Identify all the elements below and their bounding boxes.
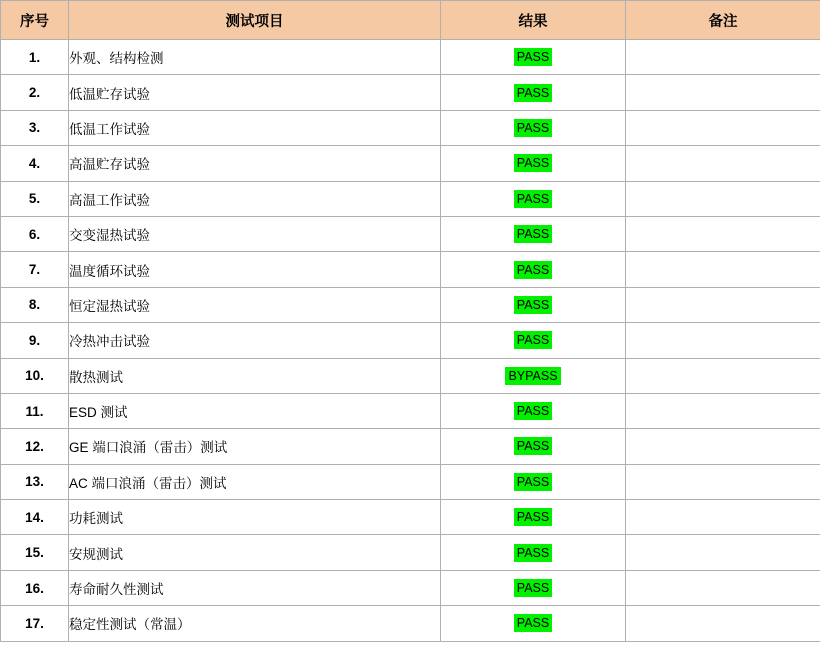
table-row	[1, 110, 820, 145]
cell-no: 14.	[1, 500, 69, 535]
result-badge: PASS	[514, 331, 552, 349]
cell-test-item: 高温工作试验	[69, 181, 441, 216]
column-header-remark: 备注	[626, 1, 820, 40]
cell-result	[441, 570, 626, 605]
table-row	[1, 393, 820, 428]
cell-result	[441, 323, 626, 358]
cell-remark	[626, 75, 820, 110]
cell-no: 10.	[1, 358, 69, 393]
cell-result	[441, 393, 626, 428]
table-row	[1, 146, 820, 181]
cell-remark	[626, 500, 820, 535]
result-badge: PASS	[514, 473, 552, 491]
cell-no: 1.	[1, 40, 69, 75]
cell-result	[441, 40, 626, 75]
cell-no: 16.	[1, 570, 69, 605]
table-row	[1, 358, 820, 393]
cell-result	[441, 75, 626, 110]
cell-remark	[626, 393, 820, 428]
result-badge: PASS	[514, 154, 552, 172]
cell-test-item: 交变湿热试验	[69, 216, 441, 251]
cell-test-item: ESD 测试	[69, 393, 441, 428]
cell-no: 17.	[1, 606, 69, 641]
table-header	[1, 1, 820, 40]
cell-remark	[626, 40, 820, 75]
cell-remark	[626, 110, 820, 145]
result-badge: PASS	[514, 119, 552, 137]
cell-remark	[626, 146, 820, 181]
cell-no: 8.	[1, 287, 69, 322]
result-badge: PASS	[514, 614, 552, 632]
cell-test-item: 低温工作试验	[69, 110, 441, 145]
cell-no: 6.	[1, 216, 69, 251]
table-row	[1, 181, 820, 216]
cell-result	[441, 181, 626, 216]
cell-test-item: 低温贮存试验	[69, 75, 441, 110]
cell-remark	[626, 323, 820, 358]
result-badge: PASS	[514, 190, 552, 208]
cell-remark	[626, 216, 820, 251]
cell-remark	[626, 606, 820, 641]
cell-no: 11.	[1, 393, 69, 428]
result-badge: BYPASS	[505, 367, 560, 385]
cell-result	[441, 146, 626, 181]
cell-result	[441, 500, 626, 535]
cell-no: 2.	[1, 75, 69, 110]
table-body	[1, 40, 820, 642]
cell-remark	[626, 535, 820, 570]
column-header-item: 测试项目	[69, 1, 441, 40]
cell-result	[441, 216, 626, 251]
cell-remark	[626, 252, 820, 287]
cell-test-item: 恒定湿热试验	[69, 287, 441, 322]
table-row	[1, 323, 820, 358]
table-row	[1, 252, 820, 287]
result-badge: PASS	[514, 437, 552, 455]
cell-test-item: 高温贮存试验	[69, 146, 441, 181]
cell-test-item: 散热测试	[69, 358, 441, 393]
cell-test-item: AC 端口浪涌（雷击）测试	[69, 464, 441, 499]
cell-test-item: 安规测试	[69, 535, 441, 570]
result-badge: PASS	[514, 225, 552, 243]
cell-test-item: 冷热冲击试验	[69, 323, 441, 358]
cell-no: 3.	[1, 110, 69, 145]
cell-no: 9.	[1, 323, 69, 358]
table-row	[1, 429, 820, 464]
cell-no: 4.	[1, 146, 69, 181]
table-row	[1, 570, 820, 605]
cell-remark	[626, 429, 820, 464]
table-row	[1, 287, 820, 322]
cell-result	[441, 358, 626, 393]
cell-no: 5.	[1, 181, 69, 216]
result-badge: PASS	[514, 544, 552, 562]
column-header-result: 结果	[441, 1, 626, 40]
cell-remark	[626, 570, 820, 605]
cell-test-item: 温度循环试验	[69, 252, 441, 287]
cell-test-item: 外观、结构检测	[69, 40, 441, 75]
table-row	[1, 75, 820, 110]
cell-no: 13.	[1, 464, 69, 499]
cell-remark	[626, 287, 820, 322]
result-badge: PASS	[514, 508, 552, 526]
table-row	[1, 216, 820, 251]
cell-remark	[626, 181, 820, 216]
result-badge: PASS	[514, 296, 552, 314]
table-row	[1, 40, 820, 75]
result-badge: PASS	[514, 84, 552, 102]
cell-result	[441, 464, 626, 499]
result-badge: PASS	[514, 261, 552, 279]
cell-remark	[626, 358, 820, 393]
table-row	[1, 535, 820, 570]
cell-result	[441, 252, 626, 287]
table-row	[1, 464, 820, 499]
cell-remark	[626, 464, 820, 499]
cell-test-item: 寿命耐久性测试	[69, 570, 441, 605]
cell-result	[441, 535, 626, 570]
cell-result	[441, 287, 626, 322]
cell-result	[441, 429, 626, 464]
table-row	[1, 500, 820, 535]
cell-no: 12.	[1, 429, 69, 464]
cell-test-item: 稳定性测试（常温）	[69, 606, 441, 641]
cell-no: 15.	[1, 535, 69, 570]
cell-test-item: GE 端口浪涌（雷击）测试	[69, 429, 441, 464]
result-badge: PASS	[514, 579, 552, 597]
cell-no: 7.	[1, 252, 69, 287]
cell-result	[441, 606, 626, 641]
column-header-no: 序号	[1, 1, 69, 40]
table-header-row	[1, 1, 820, 40]
result-badge: PASS	[514, 402, 552, 420]
cell-result	[441, 110, 626, 145]
result-badge: PASS	[514, 48, 552, 66]
table-row	[1, 606, 820, 641]
cell-test-item: 功耗测试	[69, 500, 441, 535]
